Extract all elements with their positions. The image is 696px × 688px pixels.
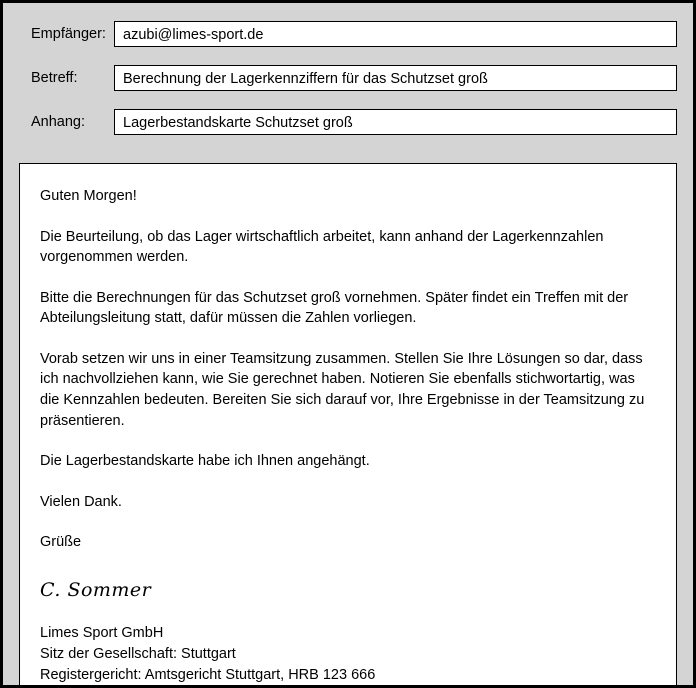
message-greeting: Guten Morgen! (40, 188, 137, 204)
attachment-row (19, 109, 677, 135)
message-paragraph-1: Die Beurteilung, ob das Lager wirtschaftlich arbeitet, kann anhand der Lagerkennzahlen vorgenommen werden. (40, 228, 604, 266)
message-paragraph-6: Grüße (40, 534, 82, 551)
recipient-row (19, 21, 677, 47)
recipient-input[interactable]: azubi@limes-sport.de (114, 21, 677, 47)
recipient-label: Empfänger: (31, 26, 106, 42)
message-paragraph-4: Die Lagerbestandskarte habe ich Ihnen angehängt. (40, 453, 370, 470)
attachment-label: Anhang: (31, 114, 86, 130)
subject-row (19, 65, 677, 91)
footer-company-name: Limes Sport GmbH (40, 624, 164, 641)
footer-company-register: Registergericht: Amtsgericht Stuttgart, HRB 123 666 (40, 666, 376, 683)
message-paragraph-5: Vielen Dank. (40, 493, 122, 510)
message-paragraph-2: Bitte die Berechnungen für das Schutzset groß vornehmen. Später findet ein Treffen mit der Abteilungsleitung statt, dafür müssen die Zahlen vorliegen. (40, 289, 629, 327)
subject-label: Betreff: (31, 70, 78, 86)
signature-handwriting: C. Sommer (40, 578, 152, 601)
footer-company-seat: Sitz der Gesellschaft: Stuttgart (40, 645, 236, 662)
message-body[interactable] (19, 163, 677, 687)
attachment-input[interactable]: Lagerbestandskarte Schutzset groß (114, 109, 677, 135)
message-paragraph-3: Vorab setzen wir uns in einer Teamsitzung zusammen. Stellen Sie Ihre Lösungen so dar, dass ich nachvollziehen kann, wie Sie gerechnet haben. Notieren Sie ebenfalls stichwortartig, was die Kennzahlen bedeuten. Bereiten Sie sich darauf vor, Ihre Ergebnisse in der Teamsitzung zu präsentieren. (40, 350, 645, 429)
email-header-fields (3, 3, 693, 163)
subject-input[interactable]: Berechnung der Lagerkennziffern für das Schutzset groß (114, 65, 677, 91)
